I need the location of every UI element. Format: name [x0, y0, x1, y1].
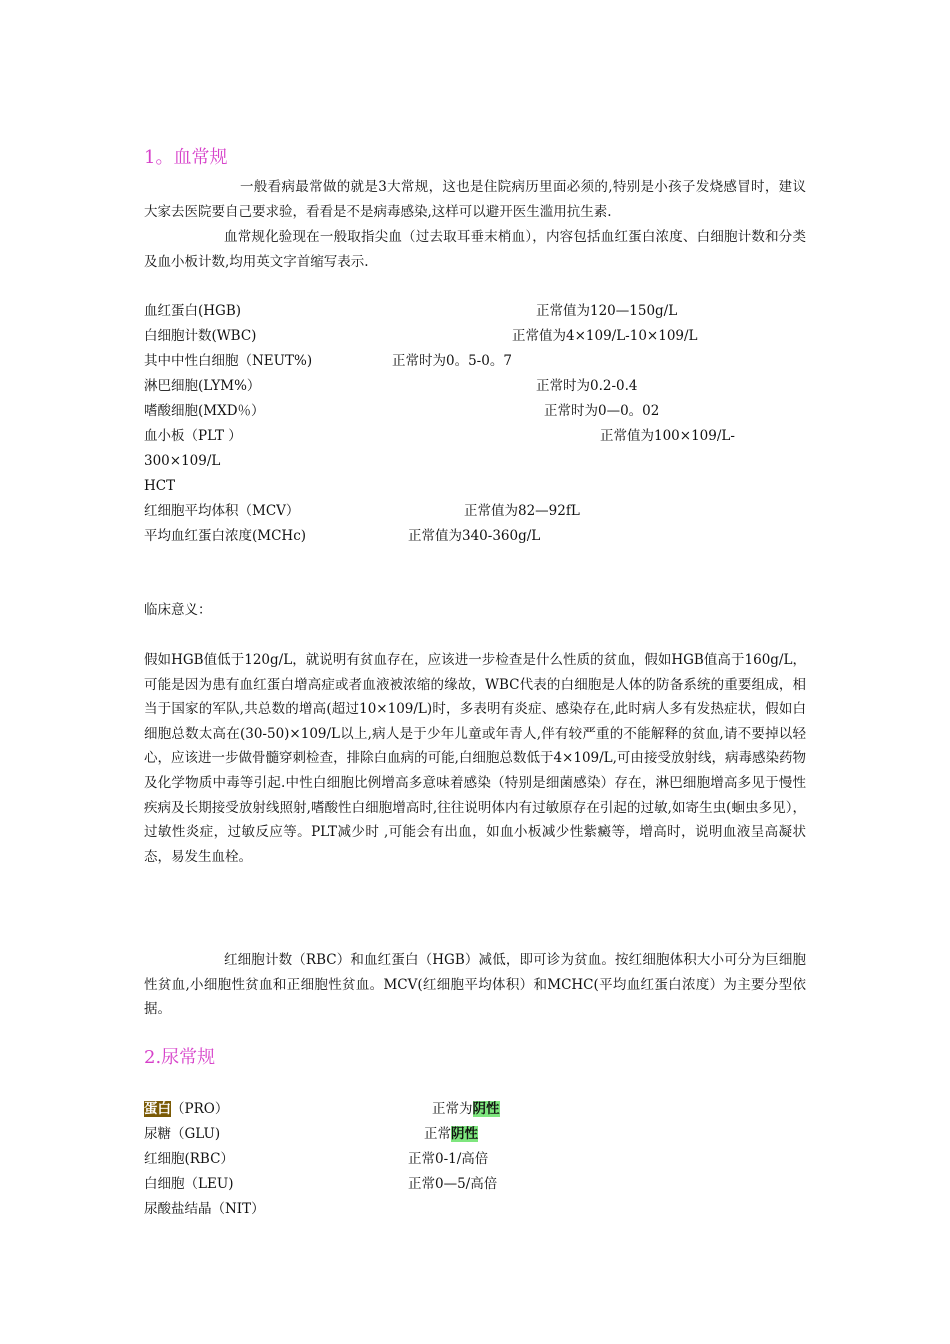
urine-item-name-text: （PRO） — [171, 1101, 229, 1117]
blood-item-name: 血红蛋白(HGB) — [144, 303, 242, 319]
urine-item-name — [144, 1099, 228, 1119]
blood-item-name: 血小板（PLT ） — [144, 428, 242, 444]
blood-item-name: 平均血红蛋白浓度(MCHc) — [144, 528, 307, 544]
urine-item-value — [432, 1099, 500, 1119]
blood-item-name: 300×109/L — [144, 453, 221, 469]
blood-item-value: 正常值为4×109/L-10×109/L — [512, 328, 698, 344]
blood-item-name: HCT — [144, 478, 176, 494]
highlighted-text: 蛋白 — [144, 1101, 171, 1117]
blood-item-name: 红细胞平均体积（MCV） — [144, 503, 300, 519]
urine-item-name: 尿酸盐结晶（NIT） — [144, 1201, 265, 1217]
urine-item-name: 红细胞(RBC） — [144, 1151, 234, 1167]
blood-item-value: 正常时为0.2-0.4 — [536, 378, 638, 394]
section1-heading: 1。血常规 — [144, 147, 228, 168]
blood-item-value: 正常时为0—0。02 — [544, 403, 660, 419]
highlighted-text: 阴性 — [451, 1126, 478, 1142]
section2-heading: 2.尿常规 — [144, 1047, 216, 1068]
urine-item-name: 白细胞（LEU) — [144, 1176, 234, 1192]
urine-item-name: 尿糖（GLU) — [144, 1126, 221, 1142]
blood-item-value: 正常值为340-360g/L — [408, 528, 541, 544]
section1-intro-paragraph-2: 血常规化验现在一般取指尖血（过去取耳垂末梢血），内容包括血红蛋白浓度、白细胞计数和分类及血小板计数,均用英文字首缩写表示. — [144, 229, 806, 270]
anemia-paragraph: 红细胞计数（RBC）和血红蛋白（HGB）减低，即可诊为贫血。按红细胞体积大小可分为巨细胞性贫血,小细胞性贫血和正细胞性贫血。MCV(红细胞平均体积）和MCHC(平均血红蛋白浓度）为主要分型依据。 — [144, 952, 806, 1018]
blood-item-name: 淋巴细胞(LYM%） — [144, 378, 261, 394]
urine-item-value — [424, 1124, 478, 1144]
urine-item-value: 正常0-1/高倍 — [408, 1151, 489, 1167]
clinical-significance-label: 临床意义： — [144, 602, 212, 618]
highlighted-text: 阴性 — [472, 1101, 500, 1117]
urine-item-value: 正常0—5/高倍 — [408, 1176, 498, 1192]
urine-item-value-text: 正常为 — [432, 1101, 473, 1117]
section1-intro-paragraph-1: 一般看病最常做的就是3大常规，这也是住院病历里面必须的,特别是小孩子发烧感冒时，建议大家去医院要自己要求验，看看是不是病毒感染,这样可以避开医生滥用抗生素. — [144, 179, 806, 220]
blood-item-name: 白细胞计数(WBC) — [144, 328, 257, 344]
clinical-significance-paragraph: 假如HGB值低于120g/L，就说明有贫血存在，应该进一步检查是什么性质的贫血，假如HGB值高于160g/L，可能是因为患有血红蛋白增高症或者血液被浓缩的缘故，WBC代表的白细胞是人体的防备系统的重要组成，相当于国家的军队,共总数的增高(超过10×109/L)时，多表明有炎症、感染存在,此时病人多有发热症状，假如白细胞总数太高在(30-50)×109/L以上,病人是于少年儿童或年青人,伴有较严重的不能解释的贫血,请不要掉以轻心，应该进一步做骨髓穿刺检查，排除白血病的可能,白细胞总数低于4×109/L,可由接受放射线，病毒感染药物及化学物质中毒等引起.中性白细胞比例增高多意味着感染（特别是细菌感染）存在，淋巴细胞增高多见于慢性疾病及长期接受放射线照射,嗜酸性白细胞增高时,往往说明体内有过敏原存在引起的过敏,如寄生虫(蛔虫多见），过敏性炎症，过敏反应等。PLT减少时 ,可能会有出血，如血小板减少性紫癜等，增高时，说明血液呈高凝状态，易发生血栓。 — [144, 652, 806, 865]
blood-item-name: 其中中性白细胞（NEUT%) — [144, 353, 313, 369]
blood-item-name: 嗜酸细胞(MXD％） — [144, 403, 265, 419]
blood-item-value: 正常值为82—92fL — [464, 503, 580, 519]
blood-item-value: 正常值为100×109/L- — [600, 428, 735, 444]
blood-item-value: 正常时为0。5-0。7 — [392, 353, 512, 369]
blood-item-value: 正常值为120—150g/L — [536, 303, 678, 319]
urine-item-value-text: 正常 — [424, 1126, 451, 1142]
